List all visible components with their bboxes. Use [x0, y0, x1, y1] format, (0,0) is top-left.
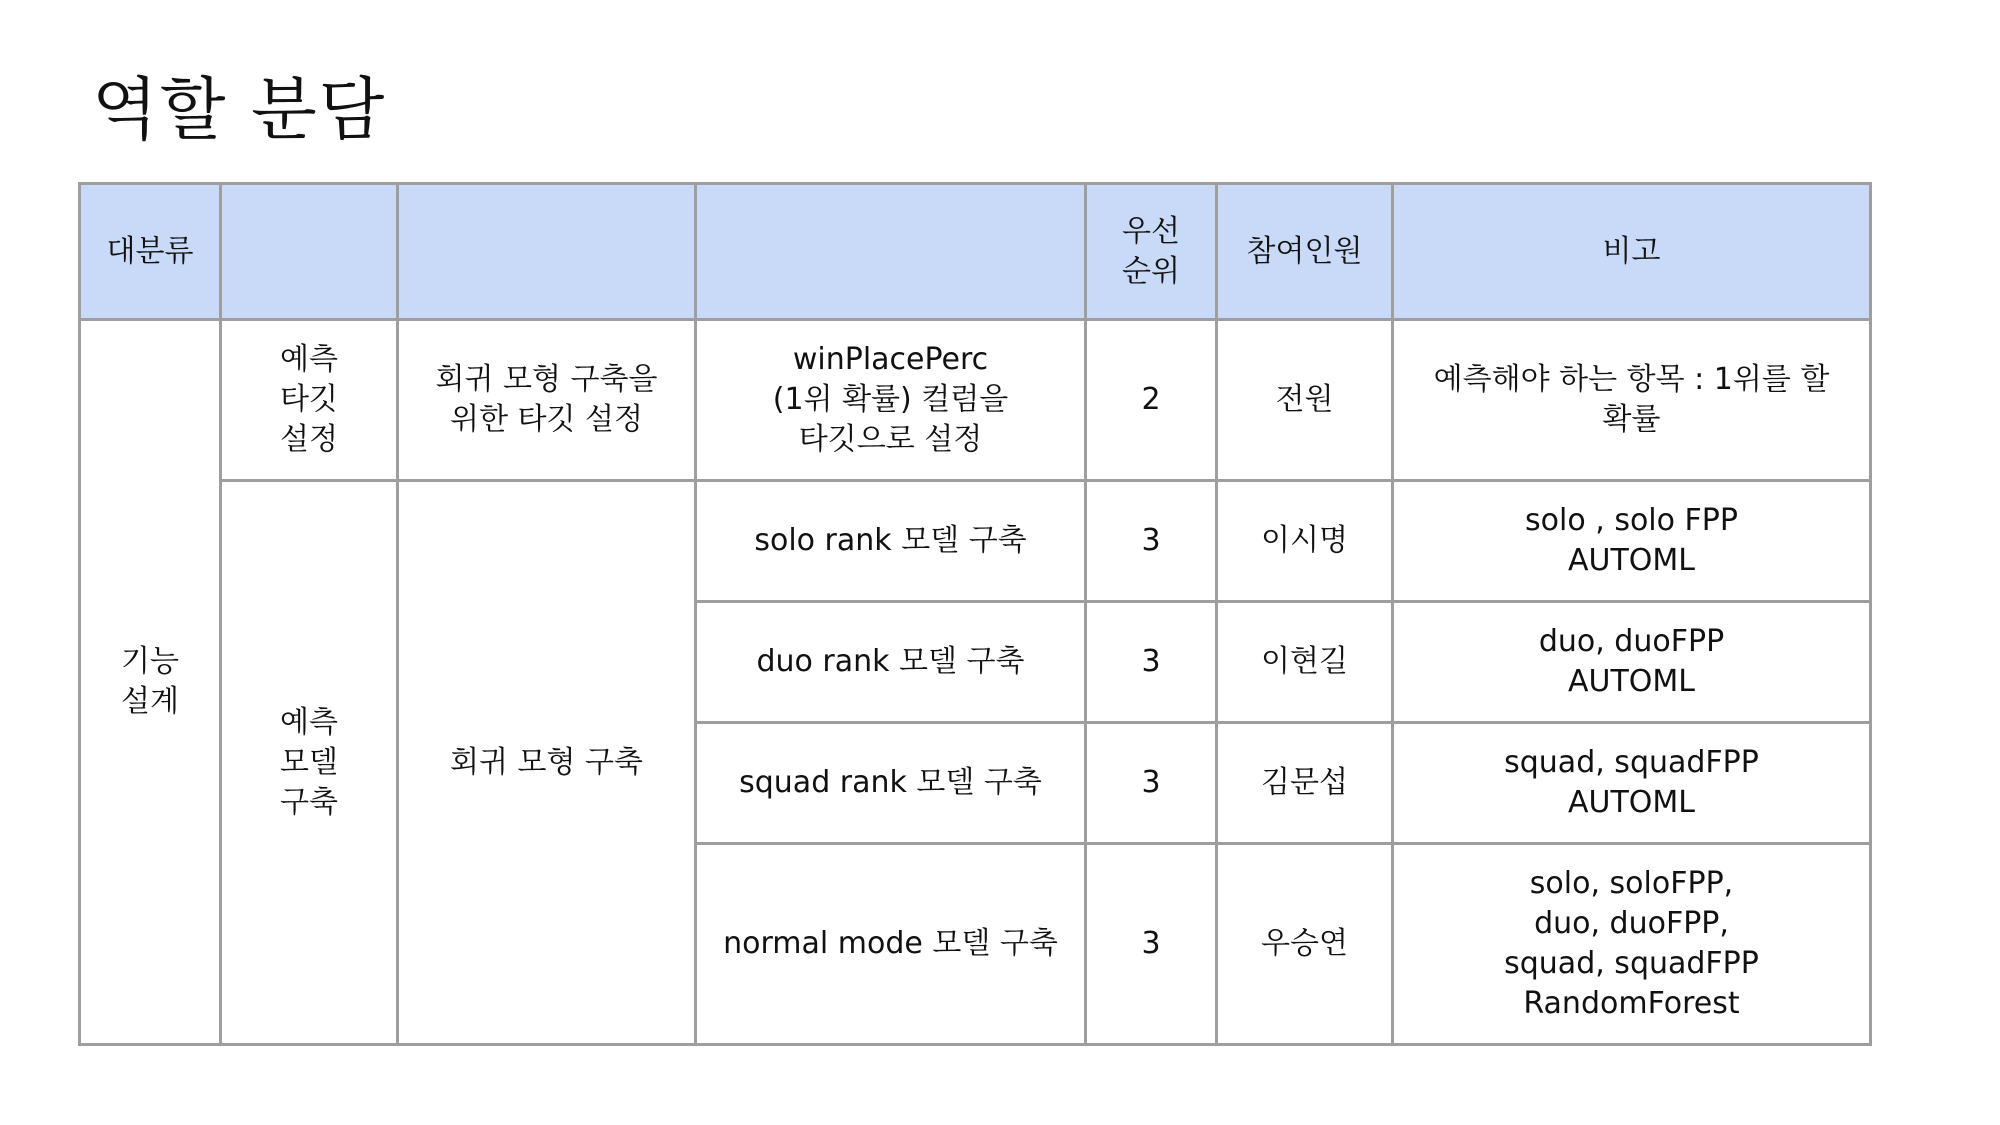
remarks-cell: solo , solo FPP AUTOML [1393, 481, 1871, 602]
role-table [78, 182, 1872, 1046]
remarks-cell: 예측해야 하는 항목 : 1위를 할 확률 [1393, 320, 1871, 481]
priority-cell: 3 [1086, 602, 1217, 723]
slide-title: 역할 분담 [92, 71, 387, 150]
header-category: 대분류 [80, 184, 221, 320]
description-cell: 회귀 모형 구축을 위한 타깃 설정 [398, 320, 696, 481]
task-cell: duo rank 모델 구축 [696, 602, 1086, 723]
header-priority: 우선 순위 [1086, 184, 1217, 320]
member-cell: 우승연 [1217, 844, 1393, 1045]
header-remarks: 비고 [1393, 184, 1871, 320]
header-empty-4 [696, 184, 1086, 320]
member-cell: 전원 [1217, 320, 1393, 481]
member-cell: 이현길 [1217, 602, 1393, 723]
priority-cell: 2 [1086, 320, 1217, 481]
header-participants: 참여인원 [1217, 184, 1393, 320]
priority-cell: 3 [1086, 844, 1217, 1045]
task-cell: normal mode 모델 구축 [696, 844, 1086, 1045]
header-empty-3 [398, 184, 696, 320]
group-cell: 예측 모델 구축 [221, 481, 398, 1045]
task-cell: solo rank 모델 구축 [696, 481, 1086, 602]
header-empty-2 [221, 184, 398, 320]
priority-cell: 3 [1086, 723, 1217, 844]
priority-cell: 3 [1086, 481, 1217, 602]
description-cell: 회귀 모형 구축 [398, 481, 696, 1045]
category-cell: 기능 설계 [80, 320, 221, 1045]
header-row [80, 184, 1871, 320]
member-cell: 이시명 [1217, 481, 1393, 602]
group-cell: 예측 타깃 설정 [221, 320, 398, 481]
table-row [80, 320, 1871, 481]
remarks-cell: squad, squadFPP AUTOML [1393, 723, 1871, 844]
remarks-cell: solo, soloFPP, duo, duoFPP, squad, squadFPP RandomForest [1393, 844, 1871, 1045]
task-cell: squad rank 모델 구축 [696, 723, 1086, 844]
table-row [80, 481, 1871, 602]
task-cell: winPlacePerc (1위 확률) 컬럼을 타깃으로 설정 [696, 320, 1086, 481]
remarks-cell: duo, duoFPP AUTOML [1393, 602, 1871, 723]
member-cell: 김문섭 [1217, 723, 1393, 844]
